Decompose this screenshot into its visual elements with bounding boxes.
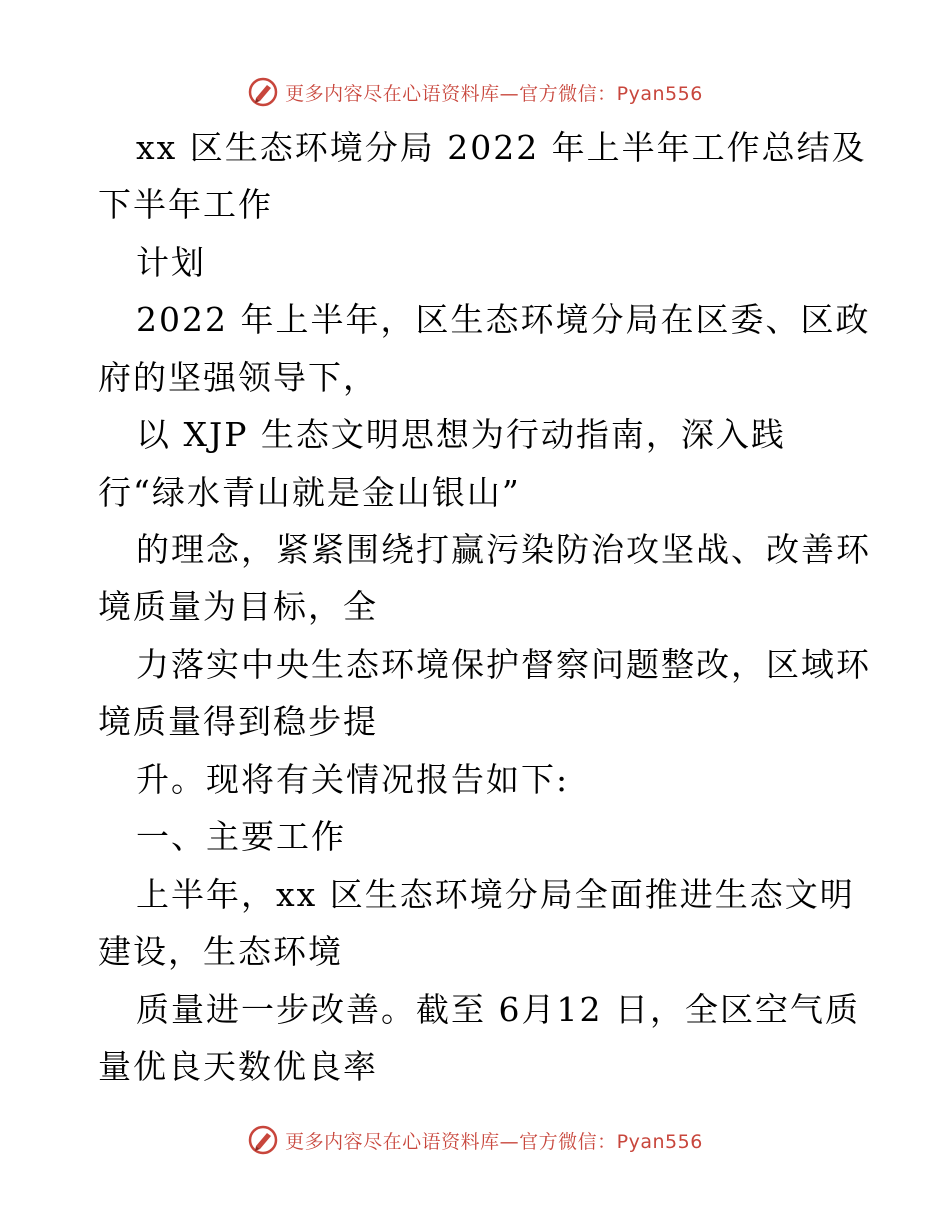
doc-paragraph-line: 府的坚强领导下， [98, 358, 378, 397]
doc-paragraph-line: 质量进一步改善。截至 6月12 日，全区空气质 [136, 990, 860, 1029]
doc-paragraph-line: 升。现将有关情况报告如下: [136, 760, 570, 799]
doc-title-line-2: 下半年工作 [98, 185, 273, 224]
doc-paragraph-line: 行“绿水青山就是金山银山” [98, 473, 521, 512]
doc-paragraph-line: 境质量得到稳步提 [98, 702, 378, 741]
pen-circle-logo-icon [247, 76, 279, 108]
doc-title-line-1: xx 区生态环境分局 2022 年上半年工作总结及 [136, 128, 867, 167]
doc-section-heading: 一、主要工作 [136, 817, 346, 856]
doc-paragraph-line: 上半年，xx 区生态环境分局全面推进生态文明 [136, 875, 855, 914]
watermark-banner-top [0, 72, 950, 112]
doc-paragraph-line: 以 XJP 生态文明思想为行动指南，深入践 [136, 415, 786, 454]
doc-title-line-3: 计划 [136, 243, 206, 282]
watermark-banner-bottom [0, 1120, 950, 1160]
doc-paragraph-line: 建设，生态环境 [98, 932, 343, 971]
doc-paragraph-line: 的理念，紧紧围绕打赢污染防治攻坚战、改善环 [136, 530, 871, 569]
doc-paragraph-line: 境质量为目标，全 [98, 587, 378, 626]
doc-paragraph-line: 力落实中央生态环境保护督察问题整改，区域环 [136, 645, 871, 684]
pen-circle-logo-icon [247, 1124, 279, 1156]
watermark-text: 更多内容尽在心语资料库—官方微信：Pyan556 [285, 1130, 703, 1153]
watermark-text: 更多内容尽在心语资料库—官方微信：Pyan556 [285, 82, 703, 105]
doc-paragraph-line: 量优良天数优良率 [98, 1047, 378, 1086]
doc-paragraph-line: 2022 年上半年，区生态环境分局在区委、区政 [136, 300, 871, 339]
